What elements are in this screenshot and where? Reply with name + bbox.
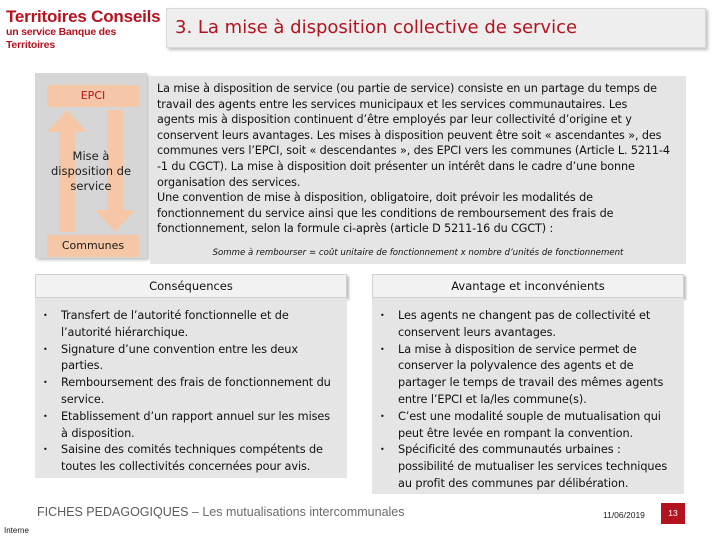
bullet-icon: • <box>43 378 48 388</box>
bullet-icon: • <box>380 311 385 320</box>
consequences-list <box>43 308 343 476</box>
list-item: • Transfert de l’autorité fonctionnelle et de l’autorité hiérarchique. <box>43 309 289 339</box>
bullet-icon: • <box>43 411 48 421</box>
intro-line: travail des agents entre les services municipaux et les services communautaires. Les <box>157 97 628 111</box>
list-item: • Signature d’une convention entre les deux parties. <box>43 342 298 373</box>
consequences-header: Conséquences <box>35 274 347 298</box>
list-item: • La mise à disposition de service permet de conserver la polyvalence des agents et de partager le temps de travail des mêmes agents entre l’EPCI et la/les commune(s). <box>380 342 664 406</box>
footer-title-bold: FICHES PEDAGOGIQUES <box>37 505 189 519</box>
footer-title <box>37 505 405 519</box>
page-number: 13 <box>661 503 685 524</box>
consequences-panel <box>35 298 347 478</box>
list-item: • C’est une modalité souple de mutualisation qui peut être levée en rompant la convention. <box>380 409 661 440</box>
footer-date: 11/06/2019 <box>603 510 645 520</box>
advantages-list <box>380 308 682 493</box>
reimbursement-formula: Somme à rembourser = coût unitaire de fonctionnement x nombre d’unités de fonctionnement <box>212 248 624 258</box>
bullet-icon: • <box>380 344 385 354</box>
diagram-panel <box>35 73 147 258</box>
diagram-middle-label <box>35 149 147 194</box>
intro-line: communes vers l’EPCI, soit « descendantes », des EPCI vers les communes (Article L. 5211-4 <box>157 144 670 158</box>
advantages-header: Avantage et inconvénients <box>372 274 684 298</box>
logo-subtitle: un service Banque des Territoires <box>6 26 117 51</box>
intro-line: fonctionnement, selon la formule ci-après (article D 5211-16 du CGCT) : <box>157 222 554 236</box>
slide-title-box <box>166 8 706 48</box>
intro-line: agents mis à disposition continuent d’être employés par leur collectivité d’origine et y <box>157 113 632 127</box>
list-item: • Remboursement des frais de fonctionnement du service. <box>43 376 331 406</box>
list-item: • Etablissement d’un rapport annuel sur les mises à disposition. <box>43 409 331 440</box>
advantages-panel <box>372 298 684 494</box>
intro-text <box>157 81 681 237</box>
list-item: • Saisine des comités techniques compétents de toutes les collectivités concernées pour avis. <box>43 443 323 474</box>
diagram-middle-line: Mise à <box>72 149 110 163</box>
intro-line: conservent leurs avantages. Les mises à disposition peuvent être soit « ascendantes », des <box>157 128 662 142</box>
list-item: • Les agents ne changent pas de collectivité et conservent leurs avantages. <box>380 309 651 339</box>
intro-line: fonctionnement du service ainsi que les conditions de remboursement des frais de <box>157 206 614 220</box>
intro-line: La mise à disposition de service (ou partie de service) consiste en un partage du temps de <box>157 82 657 95</box>
intro-line: Une convention de mise à disposition, obligatoire, doit prévoir les modalités de <box>157 191 593 205</box>
diagram-epci-box: EPCI <box>47 85 139 107</box>
diagram-middle-line: disposition de <box>50 164 132 178</box>
slide-title: 3. La mise à disposition collective de service <box>175 17 578 38</box>
intro-panel <box>150 76 686 264</box>
classification-label: Interne <box>4 526 29 535</box>
intro-line: organisation des services. <box>157 175 301 189</box>
bullet-icon: • <box>43 344 48 354</box>
intro-line: -1 du CGCT). La mise à disposition doit présenter un intérêt dans le cadre d’une bonne <box>157 159 635 173</box>
bullet-icon: • <box>380 411 385 421</box>
list-item: • Spécificité des communautés urbaines : possibilité de mutualiser les services techniques au profit des communes par délibération. <box>380 443 668 490</box>
footer-title-rest: – Les mutualisations intercommunales <box>188 505 405 519</box>
brand-logo <box>6 8 166 52</box>
diagram-middle-line: service <box>70 179 112 193</box>
logo-title: Territoires Conseils <box>6 7 161 26</box>
bullet-icon: • <box>380 445 385 455</box>
bullet-icon: • <box>43 445 48 455</box>
bullet-icon: • <box>43 311 48 320</box>
diagram-communes-box: Communes <box>47 235 139 257</box>
